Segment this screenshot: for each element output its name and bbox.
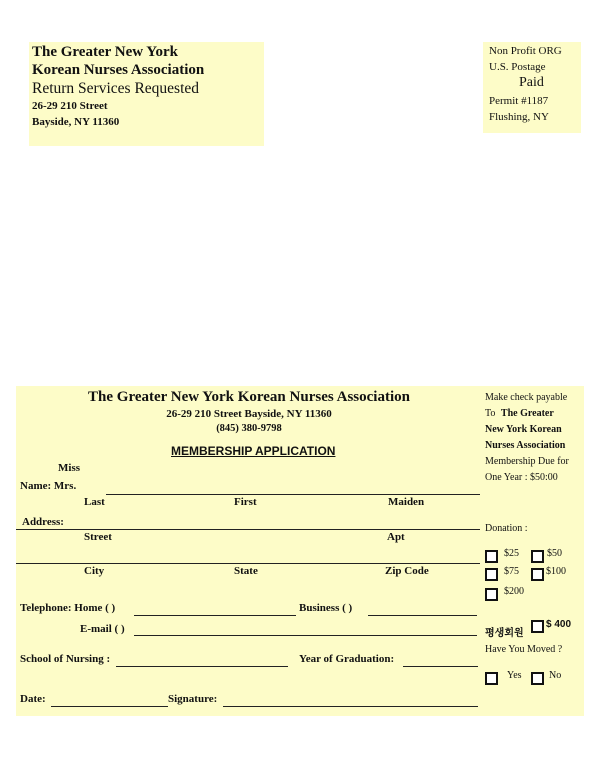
membership-application-form bbox=[16, 386, 482, 716]
lifetime-member-checkbox[interactable] bbox=[531, 620, 544, 633]
date-label: Date: bbox=[20, 693, 46, 705]
membership-due-line1: Membership Due for bbox=[485, 456, 569, 467]
check-org-line1: The Greater bbox=[500, 408, 554, 419]
membership-due-line2: One Year : $50:00 bbox=[485, 472, 558, 483]
org-name-line1: The Greater New York bbox=[32, 44, 178, 60]
return-address-block bbox=[29, 42, 264, 146]
name-line[interactable] bbox=[106, 494, 480, 495]
maiden-name-label: Maiden bbox=[388, 496, 425, 508]
signature-label: Signature: bbox=[168, 693, 218, 705]
form-title: MEMBERSHIP APPLICATION bbox=[171, 444, 336, 458]
postage-permit: Permit #1187 bbox=[489, 95, 549, 107]
city-label: City bbox=[84, 565, 105, 577]
form-phone: (845) 380-9798 bbox=[216, 423, 282, 434]
name-label: Name: Mrs. bbox=[20, 480, 77, 492]
form-address: 26-29 210 Street Bayside, NY 11360 bbox=[166, 408, 332, 420]
moved-no-label: No bbox=[549, 670, 562, 681]
address-label: Address: bbox=[22, 516, 64, 528]
moved-question: Have You Moved ? bbox=[485, 644, 563, 655]
return-services-text: Return Services Requested bbox=[32, 80, 200, 97]
return-street: 26-29 210 Street bbox=[32, 100, 108, 112]
state-label: State bbox=[234, 565, 258, 577]
org-name-line2: Korean Nurses Association bbox=[32, 62, 205, 78]
return-city-state-zip: Bayside, NY 11360 bbox=[32, 116, 120, 128]
postage-block bbox=[483, 42, 581, 133]
check-org-line2: New York Korean bbox=[485, 424, 562, 435]
form-org-name: The Greater New York Korean Nurses Association bbox=[88, 389, 410, 405]
signature-line[interactable] bbox=[223, 706, 478, 707]
donation-100-checkbox[interactable] bbox=[531, 568, 544, 581]
donation-25-label: $25 bbox=[504, 548, 519, 559]
street-label: Street bbox=[84, 531, 112, 543]
check-org-line3: Nurses Association bbox=[485, 440, 566, 451]
last-name-label: Last bbox=[84, 496, 105, 508]
donation-100-label: $100 bbox=[546, 566, 566, 577]
donation-75-checkbox[interactable] bbox=[485, 568, 498, 581]
address-line[interactable] bbox=[16, 529, 480, 530]
apt-label: Apt bbox=[387, 531, 405, 543]
business-phone-line[interactable] bbox=[368, 615, 477, 616]
moved-yes-label: Yes bbox=[507, 670, 522, 681]
city-line[interactable] bbox=[16, 563, 480, 564]
donation-200-label: $200 bbox=[504, 586, 524, 597]
email-label: E-mail ( ) bbox=[80, 623, 125, 635]
telephone-home-label: Telephone: Home ( ) bbox=[20, 602, 116, 614]
zip-code-label: Zip Code bbox=[385, 565, 429, 577]
year-of-graduation-line[interactable] bbox=[403, 666, 478, 667]
first-name-label: First bbox=[234, 496, 257, 508]
home-phone-line[interactable] bbox=[134, 615, 296, 616]
date-line[interactable] bbox=[51, 706, 168, 707]
postage-line2: U.S. Postage bbox=[489, 61, 546, 73]
donation-200-checkbox[interactable] bbox=[485, 588, 498, 601]
email-line[interactable] bbox=[134, 635, 477, 636]
check-payable-to bbox=[485, 408, 554, 419]
moved-yes-checkbox[interactable] bbox=[485, 672, 498, 685]
payment-sidebar bbox=[482, 386, 584, 716]
year-of-graduation-label: Year of Graduation: bbox=[299, 653, 395, 665]
donation-25-checkbox[interactable] bbox=[485, 550, 498, 563]
donation-50-label: $50 bbox=[547, 548, 562, 559]
postage-line1: Non Profit ORG bbox=[489, 45, 562, 57]
business-phone-label: Business ( ) bbox=[299, 602, 353, 614]
postage-paid: Paid bbox=[519, 75, 544, 90]
lifetime-member-label: 평생회원 bbox=[485, 628, 524, 639]
donation-75-label: $75 bbox=[504, 566, 519, 577]
lifetime-member-amount: $ 400 bbox=[546, 619, 572, 630]
school-of-nursing-line[interactable] bbox=[116, 666, 288, 667]
donation-50-checkbox[interactable] bbox=[531, 550, 544, 563]
school-of-nursing-label: School of Nursing : bbox=[20, 653, 111, 665]
check-payable-text: Make check payable bbox=[485, 392, 568, 403]
moved-no-checkbox[interactable] bbox=[531, 672, 544, 685]
donation-label: Donation : bbox=[485, 523, 528, 534]
check-to-word: To bbox=[485, 408, 496, 419]
miss-label: Miss bbox=[58, 462, 80, 474]
postage-location: Flushing, NY bbox=[489, 111, 549, 123]
